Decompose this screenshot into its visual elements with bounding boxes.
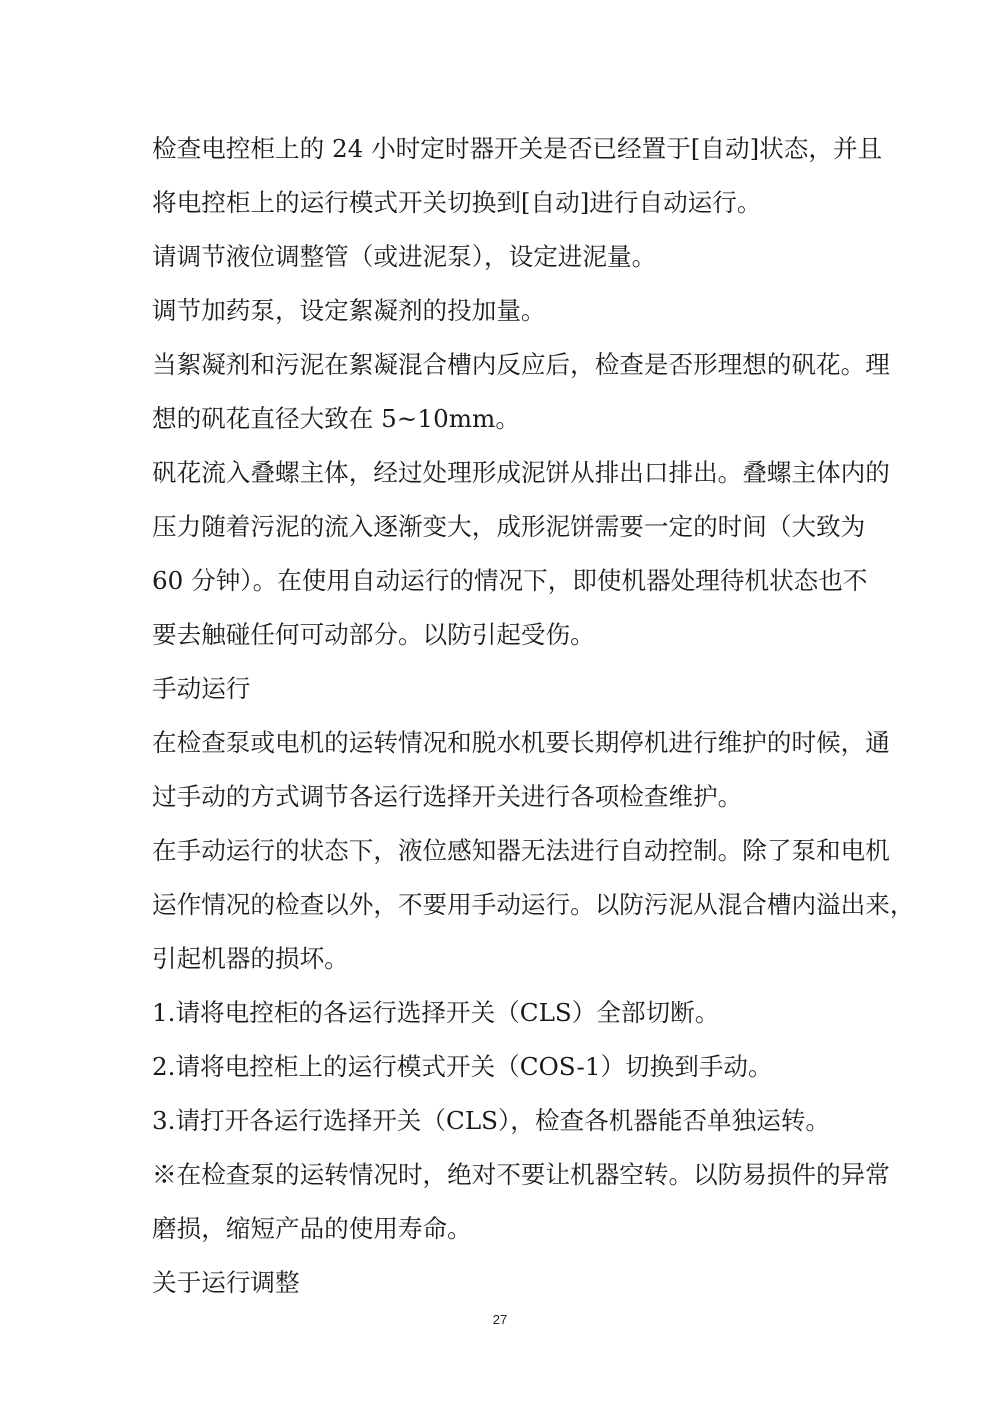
paragraph-line: 过手动的方式调节各运行选择开关进行各项检查维护。: [152, 782, 743, 811]
numbered-step-2: 2.请将电控柜上的运行模式开关（COS-1）切换到手动。: [152, 1052, 773, 1081]
numbered-step-1: 1.请将电控柜的各运行选择开关（CLS）全部切断。: [152, 998, 720, 1027]
paragraph-line: 想的矾花直径大致在 5~10mm。: [152, 404, 520, 433]
section-heading-manual-operation: 手动运行: [152, 674, 251, 703]
paragraph-line: 当絮凝剂和污泥在絮凝混合槽内反应后，检查是否形理想的矾花。理: [152, 350, 890, 379]
page-number: 27: [492, 1312, 508, 1327]
paragraph-line: 要去触碰任何可动部分。以防引起受伤。: [152, 620, 595, 649]
paragraph-line: 调节加药泵，设定絮凝剂的投加量。: [152, 296, 546, 325]
paragraph-line: 将电控柜上的运行模式开关切换到[自动]进行自动运行。: [152, 188, 762, 217]
warning-note-continued: 磨损，缩短产品的使用寿命。: [152, 1214, 472, 1243]
section-heading-operation-adjustment: 关于运行调整: [152, 1268, 300, 1297]
numbered-step-3: 3.请打开各运行选择开关（CLS），检查各机器能否单独运转。: [152, 1106, 831, 1135]
paragraph-line: 运作情况的检查以外，不要用手动运行。以防污泥从混合槽内溢出来，: [152, 890, 915, 919]
document-body: [152, 128, 915, 1316]
paragraph-line: 在检查泵或电机的运转情况和脱水机要长期停机进行维护的时候，通: [152, 728, 890, 757]
warning-note: ※在检查泵的运转情况时，绝对不要让机器空转。以防易损件的异常: [152, 1160, 890, 1189]
paragraph-line: 请调节液位调整管（或进泥泵），设定进泥量。: [152, 242, 657, 271]
paragraph-line: 压力随着污泥的流入逐渐变大，成形泥饼需要一定的时间（大致为: [152, 512, 866, 541]
paragraph-line: 在手动运行的状态下，液位感知器无法进行自动控制。除了泵和电机: [152, 836, 890, 865]
paragraph-line: 引起机器的损坏。: [152, 944, 349, 973]
paragraph-line: 检查电控柜上的 24 小时定时器开关是否已经置于[自动]状态，并且: [152, 134, 883, 163]
paragraph-line: 60 分钟）。在使用自动运行的情况下，即使机器处理待机状态也不: [152, 566, 868, 595]
paragraph-line: 矾花流入叠螺主体，经过处理形成泥饼从排出口排出。叠螺主体内的: [152, 458, 890, 487]
